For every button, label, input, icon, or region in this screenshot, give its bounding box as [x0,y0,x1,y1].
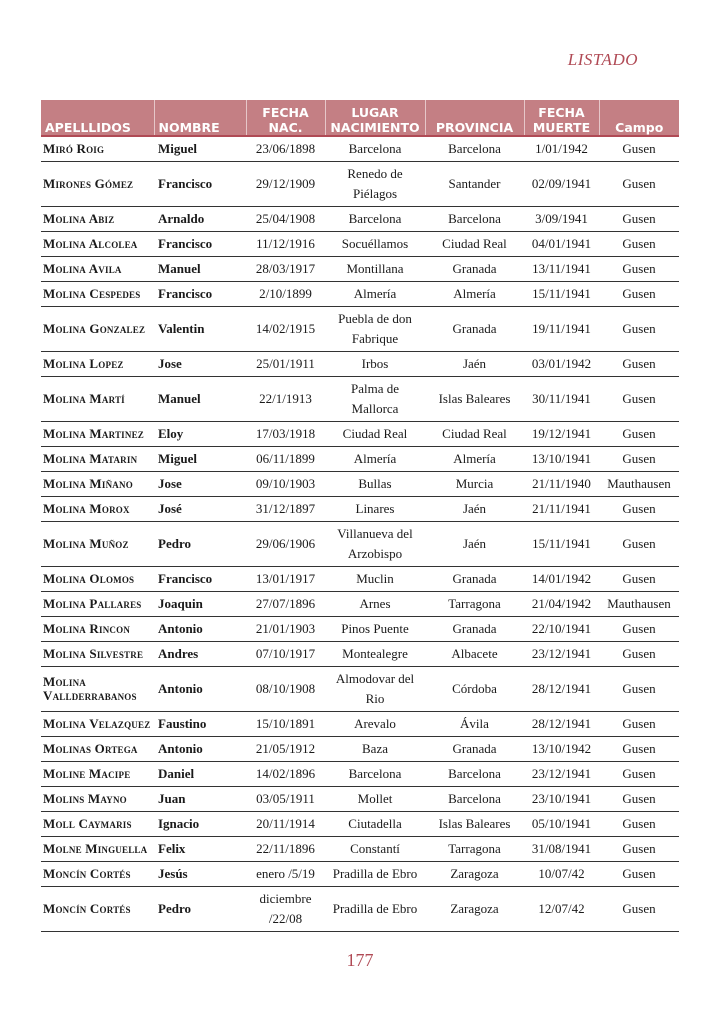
cell-lugar-nacimiento: Ciudad Real [325,422,425,447]
cell-nombre: Jose [154,472,246,497]
cell-nombre: Andres [154,642,246,667]
cell-fecha-muerte: 23/12/1941 [524,762,599,787]
table-row [41,447,679,472]
cell-fecha-muerte: 30/11/1941 [524,377,599,422]
table-row [41,887,679,932]
cell-apellidos: Molins Mayno [41,787,154,812]
cell-apellidos: Molina Abiz [41,207,154,232]
table-row [41,837,679,862]
table-row [41,307,679,352]
cell-fecha-muerte: 23/12/1941 [524,642,599,667]
cell-nombre: Jose [154,352,246,377]
cell-provincia: Ciudad Real [425,232,524,257]
cell-provincia: Córdoba [425,667,524,712]
cell-nombre: Manuel [154,257,246,282]
cell-provincia: Almería [425,447,524,472]
cell-fecha-muerte: 02/09/1941 [524,162,599,207]
column-header-fecha-muerte: FECHA MUERTE [524,100,599,136]
cell-nombre: Valentin [154,307,246,352]
column-header-fecha-nac: FECHA NAC. [246,100,325,136]
cell-fecha-muerte: 03/01/1942 [524,352,599,377]
table-row [41,232,679,257]
table-row [41,162,679,207]
cell-apellidos: Molina Rincon [41,617,154,642]
cell-nombre: Miguel [154,136,246,162]
cell-lugar-nacimiento: Puebla de don Fabrique [325,307,425,352]
cell-lugar-nacimiento: Palma de Mallorca [325,377,425,422]
cell-apellidos: Molina Avila [41,257,154,282]
cell-campo: Gusen [599,712,679,737]
cell-campo: Gusen [599,642,679,667]
cell-fecha-muerte: 14/01/1942 [524,567,599,592]
cell-apellidos: Molina Martí [41,377,154,422]
table-row [41,207,679,232]
cell-provincia: Tarragona [425,837,524,862]
table-row [41,812,679,837]
cell-fecha-nac: enero /5/19 [246,862,325,887]
cell-fecha-nac: 31/12/1897 [246,497,325,522]
cell-fecha-muerte: 22/10/1941 [524,617,599,642]
table-row [41,136,679,162]
cell-fecha-muerte: 31/08/1941 [524,837,599,862]
cell-fecha-nac: 22/11/1896 [246,837,325,862]
cell-campo: Gusen [599,307,679,352]
victims-table [41,100,679,932]
column-header-provincia: PROVINCIA [425,100,524,136]
cell-fecha-muerte: 21/11/1940 [524,472,599,497]
cell-apellidos: Moncín Cortés [41,887,154,932]
cell-apellidos: Molina Silvestre [41,642,154,667]
table-row [41,762,679,787]
cell-provincia: Jaén [425,352,524,377]
cell-nombre: Manuel [154,377,246,422]
running-title: LISTADO [567,50,638,69]
table-row [41,522,679,567]
cell-fecha-muerte: 15/11/1941 [524,282,599,307]
cell-apellidos: Molina Martinez [41,422,154,447]
cell-campo: Gusen [599,522,679,567]
table-row [41,737,679,762]
cell-lugar-nacimiento: Barcelona [325,136,425,162]
cell-fecha-muerte: 13/10/1942 [524,737,599,762]
cell-provincia: Santander [425,162,524,207]
cell-nombre: Antonio [154,617,246,642]
cell-nombre: Pedro [154,522,246,567]
cell-apellidos: Molina Muñoz [41,522,154,567]
cell-lugar-nacimiento: Socuéllamos [325,232,425,257]
cell-apellidos: Molina Morox [41,497,154,522]
table-row [41,282,679,307]
cell-fecha-muerte: 05/10/1941 [524,812,599,837]
cell-provincia: Barcelona [425,207,524,232]
cell-provincia: Barcelona [425,136,524,162]
cell-campo: Gusen [599,162,679,207]
cell-provincia: Granada [425,737,524,762]
cell-provincia: Granada [425,307,524,352]
cell-nombre: Francisco [154,567,246,592]
cell-lugar-nacimiento: Arnes [325,592,425,617]
cell-campo: Gusen [599,667,679,712]
cell-lugar-nacimiento: Mollet [325,787,425,812]
cell-campo: Mauthausen [599,592,679,617]
cell-provincia: Islas Baleares [425,377,524,422]
cell-nombre: Jesús [154,862,246,887]
cell-campo: Gusen [599,762,679,787]
cell-campo: Gusen [599,447,679,472]
cell-provincia: Tarragona [425,592,524,617]
column-header-campo: Campo [599,100,679,136]
cell-nombre: Antonio [154,737,246,762]
cell-provincia: Barcelona [425,787,524,812]
cell-lugar-nacimiento: Almodovar del Rio [325,667,425,712]
table-row [41,472,679,497]
cell-lugar-nacimiento: Almería [325,447,425,472]
cell-lugar-nacimiento: Irbos [325,352,425,377]
cell-nombre: Francisco [154,232,246,257]
cell-campo: Mauthausen [599,472,679,497]
cell-fecha-nac: 17/03/1918 [246,422,325,447]
cell-nombre: Francisco [154,282,246,307]
cell-fecha-nac: 11/12/1916 [246,232,325,257]
cell-apellidos: Mirones Gómez [41,162,154,207]
cell-fecha-nac: 15/10/1891 [246,712,325,737]
table-row [41,567,679,592]
cell-provincia: Zaragoza [425,862,524,887]
cell-fecha-muerte: 21/11/1941 [524,497,599,522]
cell-apellidos: Molina Pallares [41,592,154,617]
cell-apellidos: Molne Minguella [41,837,154,862]
table-row [41,592,679,617]
cell-nombre: Pedro [154,887,246,932]
cell-fecha-nac: 25/01/1911 [246,352,325,377]
cell-nombre: Ignacio [154,812,246,837]
cell-nombre: Felix [154,837,246,862]
cell-fecha-muerte: 10/07/42 [524,862,599,887]
cell-fecha-muerte: 28/12/1941 [524,667,599,712]
cell-fecha-muerte: 1/01/1942 [524,136,599,162]
cell-provincia: Granada [425,257,524,282]
cell-lugar-nacimiento: Bullas [325,472,425,497]
cell-nombre: Eloy [154,422,246,447]
cell-provincia: Ávila [425,712,524,737]
cell-nombre: Faustino [154,712,246,737]
cell-apellidos: Moll Caymaris [41,812,154,837]
cell-campo: Gusen [599,352,679,377]
cell-fecha-nac: 07/10/1917 [246,642,325,667]
cell-campo: Gusen [599,422,679,447]
column-header-apellidos: APELLLIDOS [41,100,154,136]
cell-lugar-nacimiento: Baza [325,737,425,762]
cell-provincia: Jaén [425,522,524,567]
cell-lugar-nacimiento: Renedo de Piélagos [325,162,425,207]
cell-apellidos: Molina Matarin [41,447,154,472]
cell-apellidos: Molina Olomos [41,567,154,592]
cell-lugar-nacimiento: Almería [325,282,425,307]
cell-fecha-nac: 14/02/1896 [246,762,325,787]
cell-provincia: Ciudad Real [425,422,524,447]
cell-campo: Gusen [599,837,679,862]
cell-fecha-muerte: 12/07/42 [524,887,599,932]
cell-campo: Gusen [599,787,679,812]
table-row [41,422,679,447]
cell-lugar-nacimiento: Villanueva del Arzobispo [325,522,425,567]
cell-campo: Gusen [599,567,679,592]
cell-fecha-nac: 21/05/1912 [246,737,325,762]
cell-provincia: Jaén [425,497,524,522]
cell-fecha-nac: 29/12/1909 [246,162,325,207]
cell-campo: Gusen [599,617,679,642]
cell-campo: Gusen [599,257,679,282]
cell-lugar-nacimiento: Pradilla de Ebro [325,887,425,932]
cell-fecha-nac: 27/07/1896 [246,592,325,617]
table-row [41,257,679,282]
cell-fecha-nac: 14/02/1915 [246,307,325,352]
cell-lugar-nacimiento: Barcelona [325,207,425,232]
cell-lugar-nacimiento: Montealegre [325,642,425,667]
cell-lugar-nacimiento: Constantí [325,837,425,862]
cell-campo: Gusen [599,737,679,762]
column-header-nombre: NOMBRE [154,100,246,136]
cell-provincia: Murcia [425,472,524,497]
table-row [41,787,679,812]
cell-fecha-nac: 25/04/1908 [246,207,325,232]
cell-nombre: José [154,497,246,522]
table-row [41,497,679,522]
cell-fecha-nac: 23/06/1898 [246,136,325,162]
cell-campo: Gusen [599,497,679,522]
cell-provincia: Almería [425,282,524,307]
cell-campo: Gusen [599,887,679,932]
cell-apellidos: Molina Gonzalez [41,307,154,352]
table-row [41,642,679,667]
cell-fecha-nac: 2/10/1899 [246,282,325,307]
cell-nombre: Miguel [154,447,246,472]
cell-fecha-muerte: 04/01/1941 [524,232,599,257]
cell-fecha-nac: diciembre /22/08 [246,887,325,932]
cell-nombre: Joaquin [154,592,246,617]
cell-fecha-nac: 03/05/1911 [246,787,325,812]
table-row [41,352,679,377]
table-row [41,377,679,422]
cell-provincia: Islas Baleares [425,812,524,837]
cell-campo: Gusen [599,812,679,837]
cell-lugar-nacimiento: Muclin [325,567,425,592]
cell-campo: Gusen [599,136,679,162]
cell-nombre: Antonio [154,667,246,712]
cell-nombre: Arnaldo [154,207,246,232]
cell-lugar-nacimiento: Pradilla de Ebro [325,862,425,887]
cell-campo: Gusen [599,282,679,307]
cell-lugar-nacimiento: Ciutadella [325,812,425,837]
cell-apellidos: Miró Roig [41,136,154,162]
cell-fecha-nac: 08/10/1908 [246,667,325,712]
table-body [41,136,679,932]
cell-campo: Gusen [599,207,679,232]
cell-fecha-nac: 06/11/1899 [246,447,325,472]
table-row [41,667,679,712]
cell-fecha-muerte: 21/04/1942 [524,592,599,617]
cell-fecha-muerte: 28/12/1941 [524,712,599,737]
cell-lugar-nacimiento: Montillana [325,257,425,282]
table-header-row [41,100,679,136]
cell-fecha-muerte: 23/10/1941 [524,787,599,812]
cell-fecha-muerte: 13/10/1941 [524,447,599,472]
table-row [41,617,679,642]
cell-apellidos: Molinas Ortega [41,737,154,762]
cell-apellidos: Molina Alcolea [41,232,154,257]
cell-lugar-nacimiento: Linares [325,497,425,522]
cell-fecha-muerte: 19/11/1941 [524,307,599,352]
cell-provincia: Granada [425,567,524,592]
cell-apellidos: Molina Vallderrabanos [41,667,154,712]
cell-fecha-nac: 21/01/1903 [246,617,325,642]
cell-fecha-muerte: 13/11/1941 [524,257,599,282]
cell-provincia: Barcelona [425,762,524,787]
cell-fecha-nac: 20/11/1914 [246,812,325,837]
cell-provincia: Albacete [425,642,524,667]
cell-lugar-nacimiento: Pinos Puente [325,617,425,642]
cell-lugar-nacimiento: Barcelona [325,762,425,787]
cell-fecha-nac: 09/10/1903 [246,472,325,497]
cell-fecha-nac: 29/06/1906 [246,522,325,567]
cell-campo: Gusen [599,232,679,257]
cell-apellidos: Molina Miñano [41,472,154,497]
table-row [41,712,679,737]
cell-nombre: Daniel [154,762,246,787]
cell-fecha-nac: 28/03/1917 [246,257,325,282]
cell-campo: Gusen [599,377,679,422]
cell-fecha-nac: 13/01/1917 [246,567,325,592]
cell-fecha-nac: 22/1/1913 [246,377,325,422]
cell-nombre: Francisco [154,162,246,207]
cell-provincia: Granada [425,617,524,642]
table-row [41,862,679,887]
cell-provincia: Zaragoza [425,887,524,932]
cell-apellidos: Moncín Cortés [41,862,154,887]
cell-lugar-nacimiento: Arevalo [325,712,425,737]
cell-fecha-muerte: 15/11/1941 [524,522,599,567]
cell-fecha-muerte: 3/09/1941 [524,207,599,232]
cell-apellidos: Molina Cespedes [41,282,154,307]
page-number: 177 [346,950,374,970]
cell-fecha-muerte: 19/12/1941 [524,422,599,447]
cell-apellidos: Molina Lopez [41,352,154,377]
cell-apellidos: Moline Macipe [41,762,154,787]
cell-nombre: Juan [154,787,246,812]
cell-apellidos: Molina Velazquez [41,712,154,737]
column-header-lugar-nacimiento: LUGAR NACIMIENTO [325,100,425,136]
cell-campo: Gusen [599,862,679,887]
